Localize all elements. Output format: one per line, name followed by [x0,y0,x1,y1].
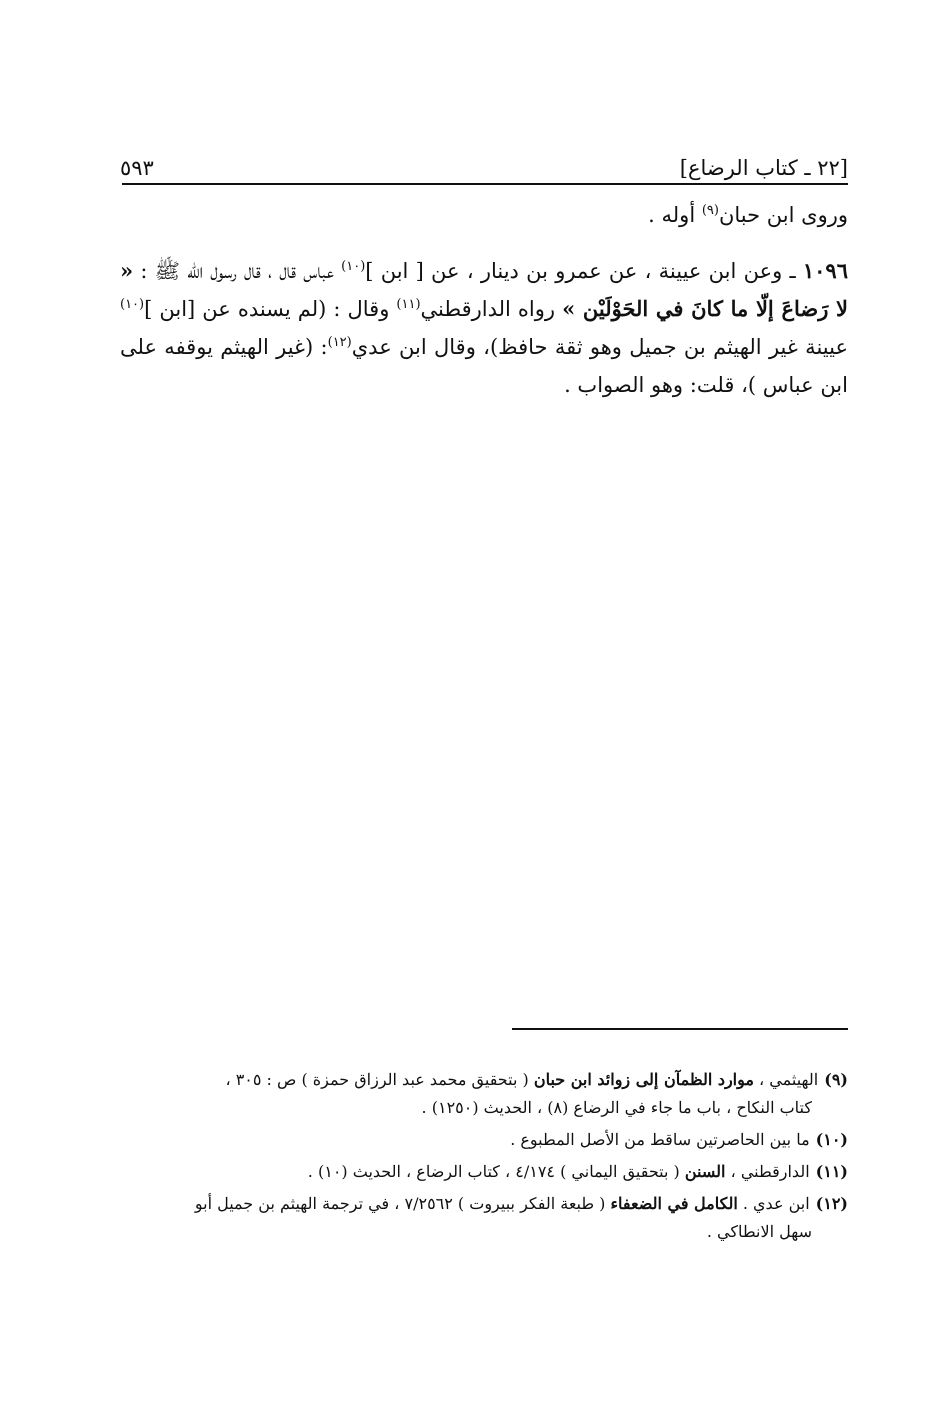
footnote-ref: (١١) [396,297,421,312]
footnote-ref: (١٠) [341,259,366,274]
text-run: عيينة غير الهيثم بن جميل وهو ثقة حافظ)، وقال ابن عدي [351,335,848,359]
footnote-11 [120,1158,848,1186]
footnote-number: (١٢) [815,1194,848,1213]
footnotes [120,1066,848,1250]
text-run: وقال : (لم يسنده عن [ابن ] [144,297,397,321]
text-run: وروى ابن حبان [718,203,848,227]
page-header [120,140,848,180]
footnote-title: السنن [684,1162,726,1181]
footnote-12 [120,1190,848,1246]
footnote-text: ما بين الحاصرتين ساقط من الأصل المطبوع . [510,1130,810,1149]
text-run: رواه الدارقطني [420,297,563,321]
footnote-ref: (٩) [701,203,719,218]
text-run: ـ وعن ابن عيينة ، عن عمرو بن دينار ، عن [ ابن ] [365,259,803,283]
footnote-author: الهيثمي ، [753,1070,819,1089]
footnote-rule [512,1028,848,1030]
footnote-number: (١٠) [815,1130,848,1149]
footnote-continuation: سهل الانطاكي . [706,1222,812,1241]
page-number: ٥٩٣ [120,156,154,180]
footnote-continuation: كتاب النكاح ، باب ما جاء في الرضاع (٨) ، الحديث (١٢٥٠) . [421,1098,812,1117]
footnote-title: الكامل في الضعفاء [610,1194,738,1213]
footnote-number: (١١) [815,1162,848,1181]
footnote-number: (٩) [824,1070,848,1089]
paragraph-1 [120,196,848,234]
main-text [120,196,848,404]
text-run: أوله . [648,203,702,227]
footnote-text: ( بتحقيق اليماني ) ٤/١٧٤ ، كتاب الرضاع ، الحديث (١٠) . [307,1162,685,1181]
hadith-quote: « لا رَضاعَ إلّا ما كانَ في الحَوْلَيْن » [120,258,848,321]
footnote-10 [120,1126,848,1154]
footnote-ref: (١٠) [120,297,145,312]
footnote-ref: (١٢) [327,335,352,350]
running-title: [٢٢ ـ كتاب الرضاع] [679,156,848,180]
text-run: : (غير الهيثم يوقفه على ابن عباس )، قلت: وهو الصواب . [120,335,848,397]
hadith-number: ١٠٩٦ [802,258,848,283]
footnote-title: موارد الظمآن إلى زوائد ابن حبان [533,1070,754,1089]
paragraph-hadith-1096 [120,252,848,404]
header-rule [122,183,848,185]
footnote-author: الدارقطني ، [725,1162,810,1181]
footnote-text: ( طبعة الفكر ببيروت ) ٧/٢٥٦٢ ، في ترجمة الهيثم بن جميل أبو [194,1194,611,1213]
footnote-author: ابن عدي . [737,1194,810,1213]
text-run: عباس قال ، قال رسول الله ﷺ : [133,259,342,283]
footnote-text: ( بتحقيق محمد عبد الرزاق حمزة ) ص : ٣٠٥ ، [225,1070,534,1089]
footnote-9 [120,1066,848,1122]
